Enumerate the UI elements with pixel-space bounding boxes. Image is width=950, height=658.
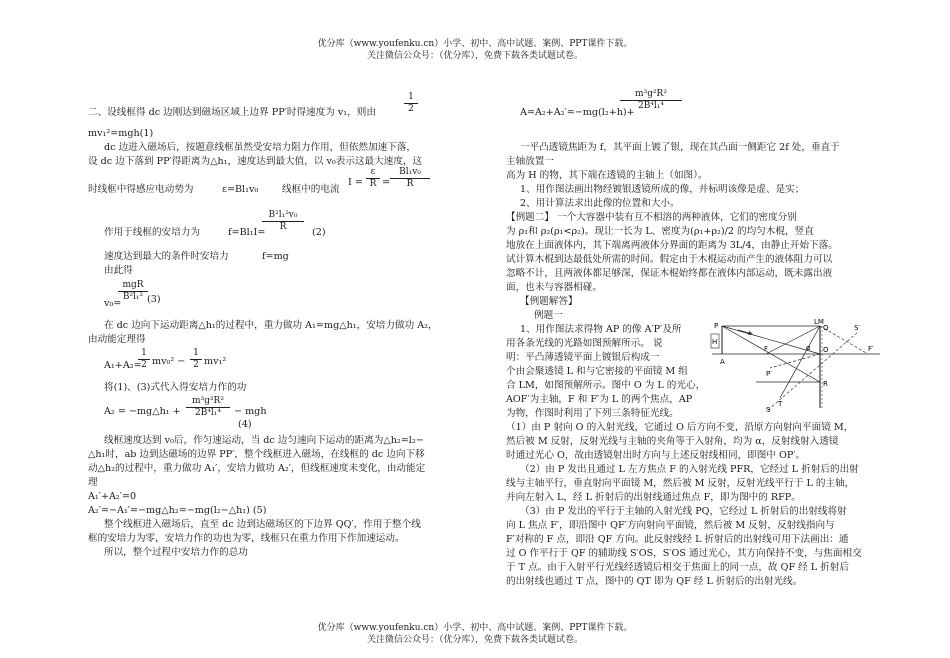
paragraph: 主轴放置一 <box>506 156 554 167</box>
paragraph: 为 ρ₁和 ρ₂(ρ₁<ρ₂)。现让一长为 L、密度为(ρ₁+ρ₂)/2 的均匀木棍，竖直 <box>506 226 814 237</box>
paragraph: 于 T 点。由于入射平行光线经透镜后相交于焦面上的同一点，故 QF 经 L 折射后 <box>506 562 849 573</box>
label-F-prime: F′ <box>868 345 874 353</box>
paragraph: 个由会聚透镜 L 和与它密接的平面镜 M 组 <box>506 366 688 377</box>
paragraph: 2、用计算法求出此像的位置和大小。 <box>520 198 680 209</box>
optics-diagram <box>708 318 884 414</box>
paragraph: AOF′为主轴，F 和 F′为 L 的两个焦点，AP <box>506 394 693 405</box>
energy-formula-lhs: A₁+A₂= <box>104 360 142 371</box>
label-S-prime: S′ <box>854 324 861 332</box>
paragraph: （1）由 P 射向 O 的入射光线，它通过 O 后方向不变，沿原方向射向平面镜 M， <box>506 422 854 433</box>
paragraph: （2）由 P 发出且通过 L 左方焦点 F 的入射光线 PFR，它经过 L 折射后的出射 <box>520 464 859 475</box>
equation-tag: (3) <box>147 294 161 305</box>
formula-part: mv₀² − <box>152 356 186 367</box>
paragraph: 并向左射入 L，经 L 折射后的出射线通过焦点 F，即为图中的 RFP。 <box>506 492 801 503</box>
fraction-half: $\frac{1}{2}$ <box>404 92 418 115</box>
paragraph: 合 LM，如图预解所示。图中 O 为 L 的光心， <box>506 380 706 391</box>
fraction: mgR B²l₁² <box>118 280 148 303</box>
paragraph: 时通过光心 O，故由透镜射出时方向与上述反射线相同，即图中 OP′。 <box>506 450 806 461</box>
paragraph: 在 dc 边向下运动距离△h₁的过程中，重力做功 A₁=mg△h₁，安培力做功 A₂， <box>104 320 438 331</box>
paragraph: 1、用作图法求得物 AP 的像 A′P′及所 <box>520 324 682 335</box>
v0-formula-lhs: v₀= <box>104 298 122 309</box>
paragraph: 然后被 M 反射，反射光线与主轴的夹角等于入射角，均为 α，反射线射入透镜 <box>506 436 839 447</box>
ray-OP2 <box>770 354 820 368</box>
paragraph: 用各条光线的光路如图预解所示。 说 <box>506 338 663 349</box>
emf-formula: ε=Bl₁v₀ <box>222 184 259 195</box>
section-heading: 例题一 <box>534 310 563 321</box>
equation-5b: A₂′=−A₁′=−mg△h₂=−mg(l₂−△h₁) (5) <box>88 505 267 516</box>
work-formula-lhs: A₂ = −mg△h₁ + <box>104 406 181 417</box>
fraction: $\frac{\text{B²l₁²v₀}}{R}$ <box>262 210 304 233</box>
paragraph: 线框中的电流 <box>282 184 340 195</box>
fraction: $\frac{\text{m³g²R²}}{\text{2B⁴l₁⁴}}$ <box>620 89 682 112</box>
footer-line-2: 关注微信公众号：（优分库），免费下载各类试题试卷。 <box>366 635 583 645</box>
equation-tag: (2) <box>312 227 326 238</box>
paragraph: 高为 H 的物，其下端在透镜的主轴上（如图）。 <box>506 170 708 181</box>
fraction: $\frac{\text{m³g²R²}}{\text{2B⁴l₁⁴}}$ <box>186 396 230 419</box>
ray-arrow <box>738 330 752 334</box>
paragraph: 所以，整个过程中安培力作的总功 <box>104 547 248 558</box>
paragraph: 框的安培力为零，安培力作的功也为零，线框只在重力作用下作加速运动。 <box>88 533 405 544</box>
paragraph: 线框速度达到 v₀后，作匀速运动，当 dc 边匀速向下运动的距离为△h₂=l₂− <box>104 435 424 446</box>
total-work-formula: A=A₂+A₂′=−mg(l₂+h)+ <box>520 107 635 118</box>
formula-part: mv₁² <box>204 356 227 367</box>
fraction: $\frac{1}{2}$ <box>138 348 150 371</box>
formula-part: − mgh <box>234 406 267 417</box>
paragraph: 由此得 <box>104 265 133 276</box>
fraction: $\frac{1}{2}$ <box>190 348 202 371</box>
label-LM: LM <box>814 318 824 326</box>
paragraph: 速度达到最大的条件时安培力 <box>104 251 229 262</box>
equation-1: mv₁²=mgh(1) <box>88 128 154 139</box>
paragraph: 将(1)、(3)式代入得安培力作的功 <box>104 382 247 393</box>
paragraph: 试计算木棍到达最低处所需的时间。假定由于木棍运动而产生的液体阻力可以 <box>506 254 833 265</box>
force-formula: f=mg <box>262 251 289 262</box>
paragraph: F′对称的 F 点，即沿 QF 方向。此反射线经 L 折射后的出射线可用下法画出：通 <box>506 534 849 545</box>
paragraph: △h₁时，ab 边到达磁场的边界 PP′，整个线框进入磁场，在线框的 dc 边向下移 <box>88 449 425 460</box>
paragraph: 面，也未与容器相碰。 <box>506 282 602 293</box>
footer-line-1: 优分库（www.youfenku.cn）小学、初中、高中试题、案例、PPT课件下载。 <box>317 623 633 633</box>
paragraph: 1、用作图法画出物经镀银透镜所成的像，并标明该像是虚、是实； <box>520 184 805 195</box>
header-line-2: 关注微信公众号：（优分库），免费下载各类试题试卷。 <box>366 51 583 61</box>
paragraph: 一平凸透镜焦距为 f，其平面上镀了银，现在其凸面一侧距它 2f 处，垂直于 <box>520 142 840 153</box>
current-formula-lhs: I = <box>348 177 363 188</box>
fraction: $\frac{\text{Bl₁v₀}}{R}$ <box>390 167 430 190</box>
paragraph: 过 O 作平行于 QF 的辅助线 S′OS，S′OS 通过光心，其方向保持不变，与焦面相交 <box>506 548 862 559</box>
header-line-1: 优分库（www.youfenku.cn）小学、初中、高中试题、案例、PPT课件下载。 <box>317 39 633 49</box>
label-S: S <box>766 406 771 414</box>
label-A: A <box>720 358 725 366</box>
page-header <box>0 38 950 62</box>
paragraph: 时线框中得感应电动势为 <box>88 184 194 195</box>
label-alpha: α <box>806 344 811 352</box>
label-O: O <box>823 346 829 354</box>
paragraph: 动△h₂的过程中，重力做功 A₁′，安培力做功 A₂′，但线框速度未变化，由动能定 <box>88 463 426 474</box>
paragraph: 【例题二】 一个大容器中装有互不相溶的两种液体，它们的密度分别 <box>506 212 797 223</box>
paragraph: （3）由 P 发出的平行于主轴的入射光线 PQ，它经过 L 折射后的出射线将射 <box>520 506 847 517</box>
aux-line-SOS <box>768 332 858 410</box>
paragraph: 地放在上面液体内，其下端离两液体分界面的距离为 3L/4，由静止开始下落。 <box>506 240 838 251</box>
fraction: $\frac{\varepsilon}{R}$ <box>366 167 380 190</box>
paragraph: 作用于线框的安培力为 <box>104 227 200 238</box>
label-T: T <box>778 400 783 408</box>
label-R: R <box>823 380 828 388</box>
paragraph: 为物，作图时利用了下列三条特征光线。 <box>506 408 679 419</box>
paragraph: 的出射线也通过 T 点，图中的 QT 即为 QF 经 L 折射后的出射光线。 <box>506 576 803 587</box>
label-P: P <box>714 322 719 330</box>
paragraph: 整个线框进入磁场后，直至 dc 边到达磁场区的下边界 QQ′，作用于整个线 <box>104 519 421 530</box>
ray-QT <box>780 326 820 398</box>
equation-5a: A₁′+A₂′=0 <box>88 491 137 502</box>
force-formula: f=Bl₁I= <box>228 227 266 238</box>
paragraph: 设 dc 边下落到 PP′得距离为△h₁，速度达到最大值，以 v₀表示这最大速度，这 <box>88 156 423 167</box>
paragraph: 明：平凸薄透镜平面上镀银后构成一 <box>506 352 660 363</box>
page-footer <box>0 622 950 646</box>
paragraph: dc 边进入磁场后，按题意线框虽然受安培力阻力作用，但依然加速下落， <box>104 142 416 153</box>
paragraph: 由动能定理得 <box>88 334 146 345</box>
paragraph: 向 L 焦点 F′，即沿图中 QF′方向射向平面镜，然后被 M 反射，反射线指向与 <box>506 520 835 531</box>
paragraph: 二、设线框得 dc 边刚达到磁场区域上边界 PP′时得速度为 v₁，则由 <box>88 107 376 118</box>
label-Q: Q <box>823 324 829 332</box>
label-H: H <box>712 338 718 346</box>
equation-tag: (4) <box>238 419 252 430</box>
label-P-prime: P′ <box>766 370 772 378</box>
equals-sign: = <box>382 177 391 188</box>
paragraph: 忽略不计，且两液体都足够深，保证木棍始终都在液体内部运动，既未露出液 <box>506 268 833 279</box>
paragraph: 线与主轴平行，垂直射向平面镜 M，然后被 M 反射，反射光线平行于 L 的主轴， <box>506 478 855 489</box>
section-heading: 【例题解答】 <box>520 296 578 307</box>
label-F: F <box>764 345 769 353</box>
paragraph: 理 <box>88 477 98 488</box>
